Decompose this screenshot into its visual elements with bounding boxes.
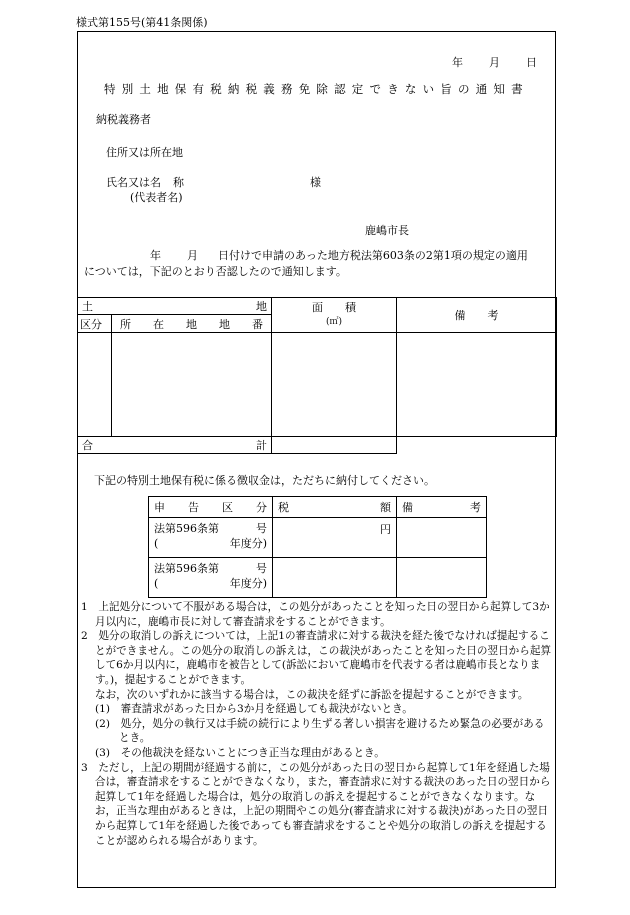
- payment-row-law: [149, 558, 273, 598]
- appeal-notes: [81, 600, 553, 848]
- notice-paragraph: [84, 248, 552, 280]
- area-cell: [272, 333, 397, 437]
- name-label-part2: 称: [173, 176, 184, 189]
- payment-row-amount: [273, 558, 397, 598]
- total-right: 計: [256, 439, 267, 452]
- area-header: [272, 298, 397, 333]
- payment-row-remarks: [397, 518, 487, 558]
- location-header: [112, 315, 272, 333]
- name-label: [106, 174, 184, 190]
- notice-year: 年: [150, 249, 161, 262]
- date-day: 日: [526, 56, 537, 69]
- kubun-header: 区分: [78, 315, 112, 333]
- document-title: 特別土地保有税納税義務免除認定できない旨の通知書: [104, 82, 529, 96]
- date-line: [426, 54, 537, 70]
- payment-row-law: [149, 518, 273, 558]
- amount-label: 額: [380, 501, 391, 514]
- location-cell: [112, 333, 272, 437]
- remarks-char-2: 考: [470, 501, 481, 514]
- date-year: 年: [452, 56, 463, 69]
- notice-month: 月: [187, 249, 198, 262]
- location-char: 地: [186, 317, 197, 331]
- location-char: 所: [120, 317, 131, 331]
- land-table: [77, 297, 557, 454]
- payment-row-amount: 円: [273, 518, 397, 558]
- name-label-part1: 氏名又は名: [106, 176, 161, 189]
- note-item: (1) 審査請求があった日から3か月を経過しても裁決がないとき。: [95, 703, 413, 716]
- note-item: (3) その他裁決を経ないことにつき正当な理由があるとき。: [95, 746, 385, 759]
- area-label: 面 積: [312, 301, 356, 314]
- note-item: 2 処分の取消しの訴えについては，上記1の審査請求に対する裁決を経た後でなければ提起することができません。この処分の取消しの訴えは，この裁決があったことを知った日の翌日から起算して6か月以内に，鹿嶋市を被告として(訴訟において鹿嶋市を代表する者は鹿嶋市長となります。)，提起することができます。: [81, 630, 552, 686]
- fiscal-year: 年度分): [229, 577, 267, 590]
- remarks-char-1: 備: [402, 501, 413, 514]
- tax-amount-header: [273, 497, 397, 518]
- total-blank-cell: [397, 437, 557, 454]
- date-month: 月: [489, 56, 500, 69]
- declaration-char: 区: [222, 501, 233, 514]
- payment-row: [149, 558, 487, 598]
- paren-open: (: [154, 577, 159, 590]
- payment-instruction: 下記の特別土地保有税に係る徴収金は，ただちに納付してください。: [94, 474, 435, 487]
- payment-remarks-header: [397, 497, 487, 518]
- total-left: 合: [82, 439, 93, 452]
- notice-text-1: 日付けで申請のあった地方税法第603条の2第1項の規定の適用: [218, 249, 528, 262]
- paren-open: (: [154, 537, 159, 550]
- law-text: 法第596条第: [154, 562, 219, 575]
- declaration-header: [149, 497, 273, 518]
- form-number: 様式第155号(第41条関係): [76, 16, 208, 29]
- land-header-right: 地: [256, 300, 267, 313]
- location-char: 在: [153, 317, 164, 331]
- declaration-char: 告: [188, 501, 199, 514]
- land-header: [78, 298, 272, 315]
- note-item: 1 上記処分について不服がある場合は，この処分があったことを知った日の翌日から起算して3か月以内に，鹿嶋市長に対して審査請求をすることができます。: [81, 601, 550, 628]
- payment-table: [148, 496, 487, 598]
- law-number: 号: [256, 522, 267, 535]
- note-item: (2) 処分，処分の執行又は手続の続行により生ずる著しい損害を避けるため緊急の必要があるとき。: [95, 717, 545, 745]
- payment-row-remarks: [397, 558, 487, 598]
- fiscal-year: 年度分): [229, 537, 267, 550]
- address-label: 住所又は所在地: [106, 146, 183, 159]
- payment-row: [149, 518, 487, 558]
- law-text: 法第596条第: [154, 522, 219, 535]
- issuer-name: 鹿嶋市長: [365, 224, 409, 237]
- honorific: 様: [310, 176, 321, 189]
- representative-label: (代表者名): [130, 191, 183, 204]
- tax-label: 税: [278, 501, 289, 514]
- land-header-left: 土: [82, 300, 93, 313]
- law-number: 号: [256, 562, 267, 575]
- note-item: なお，次のいずれかに該当する場合は，この裁決を経ずに訴訟を提起することができます。: [95, 688, 529, 701]
- taxpayer-label: 納税義務者: [96, 113, 151, 126]
- document-frame: [77, 31, 556, 888]
- declaration-char: 申: [154, 501, 165, 514]
- location-char: 番: [252, 317, 263, 331]
- area-unit: (㎡): [325, 317, 343, 327]
- remarks-cell: [397, 333, 557, 437]
- total-label-cell: [78, 437, 272, 454]
- remarks-header: 備 考: [397, 298, 557, 333]
- kubun-cell: [78, 333, 112, 437]
- declaration-char: 分: [256, 501, 267, 514]
- notice-text-2: については，下記のとおり否認したので通知します。: [84, 265, 347, 278]
- total-area-cell: [272, 437, 397, 454]
- note-item: 3 ただし，上記の期間が経過する前に，この処分があった日の翌日から起算して1年を経過した場合は，審査請求をすることができなくなり，また，審査請求に対する裁決のあった日の翌日から起算して1年を経過した場合は，処分の取消しの訴えを提起することができなくなります。なお，正当な理由があるときは，上記の期間やこの処分(審査請求に対する裁決)があった日の翌日から起算して1年を経過した後であっても審査請求をすることや処分の取消しの訴えを提起することが認められる場合があります。: [81, 761, 551, 847]
- location-char: 地: [219, 317, 230, 331]
